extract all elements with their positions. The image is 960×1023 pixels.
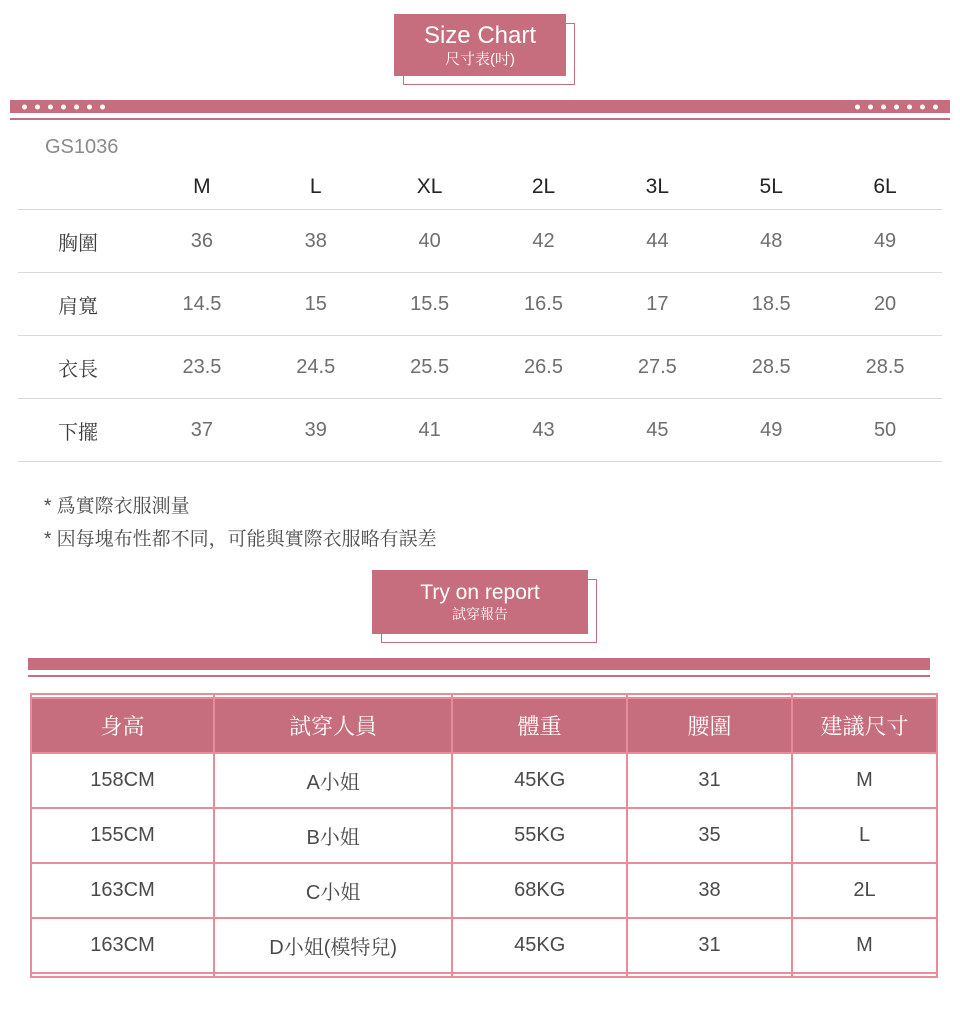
measure-value: 41	[418, 418, 441, 441]
divider-dots-right	[855, 104, 938, 109]
try-on-cell: M	[792, 918, 937, 973]
try-on-cell: C小姐	[214, 863, 452, 918]
try-on-title: Try on report	[420, 581, 540, 605]
divider-dot	[74, 104, 79, 109]
divider-underline	[10, 118, 950, 120]
spacer-cell	[452, 973, 627, 977]
badge-face	[394, 14, 566, 76]
size-chart-title: Size Chart	[423, 21, 537, 49]
measure-value: 50	[873, 418, 897, 441]
measure-label: 下擺	[58, 421, 98, 444]
try-on-table-body	[31, 694, 937, 977]
divider-dots-left	[22, 104, 105, 109]
measure-value: 48	[760, 229, 783, 252]
try-on-subtitle: 試穿報告	[452, 606, 508, 623]
try-on-row	[31, 753, 937, 808]
measure-value: 49	[760, 418, 783, 441]
measure-value: 38	[304, 229, 327, 252]
measure-value: 14.5	[182, 292, 222, 315]
measure-value: 16.5	[524, 292, 563, 315]
measure-value: 37	[190, 418, 214, 441]
try-on-cell: 31	[627, 918, 792, 973]
measure-value: 25.5	[410, 355, 450, 378]
try-on-cell: 2L	[792, 863, 937, 918]
divider-dot	[87, 104, 92, 109]
try-on-cell: M	[792, 753, 937, 808]
try-on-cell: 55KG	[452, 808, 627, 863]
spacer-cell	[31, 973, 214, 977]
note-line: * 因每塊布性都不同，可能與實際衣服略有誤差	[44, 529, 437, 550]
try-on-cell: A小姐	[214, 753, 452, 808]
try-on-cell: B小姐	[214, 808, 452, 863]
try-on-row	[31, 918, 937, 973]
table-spacer-row	[31, 973, 937, 977]
divider-dot	[35, 104, 40, 109]
divider-dot	[100, 104, 105, 109]
try-on-row	[31, 863, 937, 918]
badge-face	[372, 570, 588, 634]
try-on-cell: 163CM	[31, 863, 214, 918]
measure-label: 衣長	[58, 358, 98, 381]
divider-dot	[61, 104, 66, 109]
product-code: GS1036	[45, 136, 119, 158]
measure-value: 43	[532, 418, 555, 441]
divider-dot	[933, 104, 938, 109]
divider-dot	[48, 104, 53, 109]
size-table-row	[18, 336, 942, 399]
divider-dot	[22, 104, 27, 109]
size-table-row	[18, 273, 942, 336]
measure-value: 36	[190, 229, 214, 252]
measure-value: 28.5	[865, 355, 905, 378]
measure-value: 49	[873, 229, 897, 252]
divider-underline	[28, 675, 930, 677]
measure-value: 15	[304, 292, 327, 315]
measure-value: 39	[304, 418, 327, 441]
measure-label: 胸圍	[58, 232, 98, 255]
measure-value: 45	[646, 418, 669, 441]
measure-value: 40	[418, 229, 441, 252]
notes	[44, 490, 960, 556]
spacer-cell	[627, 973, 792, 977]
measure-value: 18.5	[751, 292, 791, 315]
try-on-header-row	[31, 698, 937, 753]
try-on-cell: D小姐(模特兒)	[214, 918, 452, 973]
try-on-table	[30, 693, 938, 978]
try-on-column-header: 試穿人員	[214, 698, 452, 753]
try-on-badge	[372, 570, 588, 634]
size-table-header-row	[18, 164, 942, 210]
dotted-divider	[10, 100, 950, 120]
measure-value: 28.5	[751, 355, 791, 378]
try-on-row	[31, 808, 937, 863]
size-chart-subtitle: 尺寸表(吋)	[445, 50, 515, 68]
measure-value: 15.5	[410, 292, 450, 315]
size-chart-badge	[394, 14, 566, 76]
try-on-cell: 158CM	[31, 753, 214, 808]
try-on-column-header: 建議尺寸	[792, 698, 937, 753]
solid-divider	[28, 658, 930, 677]
try-on-cell: 31	[627, 753, 792, 808]
size-column-header: L	[309, 174, 322, 198]
try-on-cell: 45KG	[452, 753, 627, 808]
measure-label: 肩寬	[58, 295, 98, 318]
size-table-row	[18, 399, 942, 462]
try-on-cell: 35	[627, 808, 792, 863]
measure-value: 24.5	[296, 355, 336, 378]
note-line: * 爲實際衣服測量	[44, 496, 190, 517]
measure-value: 23.5	[182, 355, 222, 378]
size-column-header: 6L	[873, 174, 897, 198]
size-column-header: 3L	[645, 174, 670, 198]
try-on-cell: L	[792, 808, 937, 863]
size-column-header: M	[193, 174, 211, 198]
measure-value: 27.5	[637, 355, 677, 378]
try-on-column-header: 腰圍	[627, 698, 792, 753]
size-column-header: 5L	[759, 174, 783, 198]
try-on-column-header: 體重	[452, 698, 627, 753]
size-column-header: XL	[416, 174, 443, 198]
measure-value: 26.5	[524, 355, 563, 378]
divider-dot	[907, 104, 912, 109]
try-on-column-header: 身高	[31, 698, 214, 753]
try-on-cell: 45KG	[452, 918, 627, 973]
spacer-cell	[214, 973, 452, 977]
size-column-header: 2L	[531, 174, 556, 198]
measure-value: 20	[873, 292, 897, 315]
size-table	[18, 164, 942, 462]
size-table-row	[18, 210, 942, 273]
measure-value: 42	[532, 229, 555, 252]
try-on-cell: 155CM	[31, 808, 214, 863]
divider-dot	[894, 104, 899, 109]
try-on-cell: 163CM	[31, 918, 214, 973]
divider-bar	[10, 100, 950, 113]
try-on-cell: 38	[627, 863, 792, 918]
divider-dot	[868, 104, 873, 109]
divider-dot	[855, 104, 860, 109]
divider-dot	[881, 104, 886, 109]
measure-value: 44	[646, 229, 669, 252]
measure-value: 17	[646, 292, 669, 315]
divider-bar	[28, 658, 930, 670]
try-on-cell: 68KG	[452, 863, 627, 918]
divider-dot	[920, 104, 925, 109]
spacer-cell	[792, 973, 937, 977]
